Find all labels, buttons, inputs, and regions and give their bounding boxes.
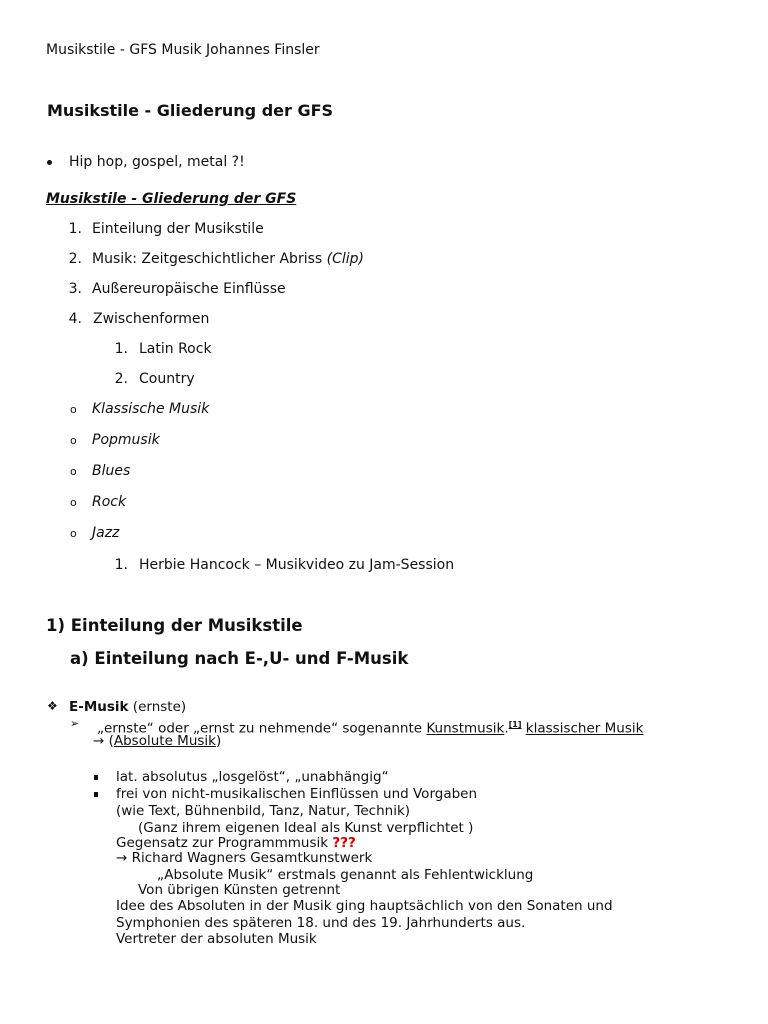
detail-line: → Richard Wagners Gesamtkunstwerk [116,850,373,866]
subsection-heading: a) Einteilung nach E-,U- und F-Musik [70,649,409,668]
toc-text: Einteilung der Musikstile [92,221,264,237]
detail-line: Von übrigen Künsten getrennt [138,882,341,898]
toc-title: Musikstile - Gliederung der GFS [46,191,297,207]
style-text: Jazz [92,525,120,541]
detail-line: (wie Text, Bühnenbild, Tanz, Natur, Technik) [116,803,411,819]
toc-text-italic: (Clip) [326,251,364,267]
emusik-label: E-Musik [69,699,129,715]
circle-bullet-icon: o [70,434,77,447]
toc-text: Außereuropäische Einflüsse [92,281,286,297]
style-text: Popmusik [92,432,160,448]
page-header: Musikstile - GFS Musik Johannes Finsler [46,42,320,58]
style-text: Blues [92,463,131,479]
section-heading: 1) Einteilung der Musikstile [46,616,303,635]
sub-toc-number: 2. [114,371,128,387]
dot-text: . [504,720,509,737]
page-title: Musikstile - Gliederung der GFS [47,101,334,120]
circle-bullet-icon: o [70,403,77,416]
jazz-sub-number: 1. [114,557,128,573]
arrowhead-bullet-icon: ➢ [70,717,80,730]
detail-line: (Ganz ihrem eigenen Ideal als Kunst verpflichtet ) [138,820,474,836]
style-text: Rock [92,494,127,510]
question-marks: ??? [332,835,356,851]
circle-bullet-icon: o [70,527,77,540]
sub-toc-number: 1. [114,341,128,357]
detail-line: Symphonien des späteren 18. und des 19. Jahrhunderts aus. [116,915,526,931]
detail-line: Vertreter der absoluten Musik [116,931,317,947]
square-bullet-icon [94,792,98,797]
bullet-icon [47,160,52,165]
emusik-paren: (ernste) [128,699,187,715]
toc-number: 2. [68,251,82,267]
kunstmusik-link[interactable]: Kunstmusik [426,720,505,737]
reference-link[interactable]: [1] [508,720,522,729]
absolute-musik-line [93,733,221,749]
square-bullet-icon [94,775,98,780]
circle-bullet-icon: o [70,496,77,509]
emusik-sub-text: „ernste“ oder „ernst zu nehmende“ sogenannte [97,720,427,737]
close-paren: ) [215,733,222,749]
sub-toc-text: Latin Rock [139,341,212,357]
jazz-sub-text: Herbie Hancock – Musikvideo zu Jam-Session [139,557,455,573]
detail-text: Gegensatz zur Programmmusik [116,835,333,851]
detail-line [116,835,356,851]
toc-text-main: Musik: Zeitgeschichtlicher Abriss [92,251,327,267]
sub-toc-text: Country [139,371,195,387]
detail-line: Idee des Absoluten in der Musik ging hauptsächlich von den Sonaten und [116,898,613,914]
diamond-bullet-icon: ❖ [47,699,58,713]
arrow-text: → ( [93,733,114,749]
absolute-musik-link[interactable]: Absolute Musik [113,733,216,749]
toc-number: 1. [68,221,82,237]
toc-number: 3. [68,281,82,297]
point-text: lat. absolutus „losgelöst“, „unabhängig“ [116,769,389,785]
toc-number: 4. [68,311,82,327]
point-text: frei von nicht-musikalischen Einflüssen und Vorgaben [116,786,478,802]
intro-text: Hip hop, gospel, metal ?! [69,154,245,170]
toc-text [92,251,364,267]
style-text: Klassische Musik [92,401,210,417]
detail-line: „Absolute Musik“ erstmals genannt als Fehlentwicklung [157,867,534,883]
emusik-line [69,699,186,715]
toc-text: Zwischenformen [93,311,210,327]
circle-bullet-icon: o [70,465,77,478]
klassische-musik-link[interactable]: klassischer Musik [525,720,644,737]
